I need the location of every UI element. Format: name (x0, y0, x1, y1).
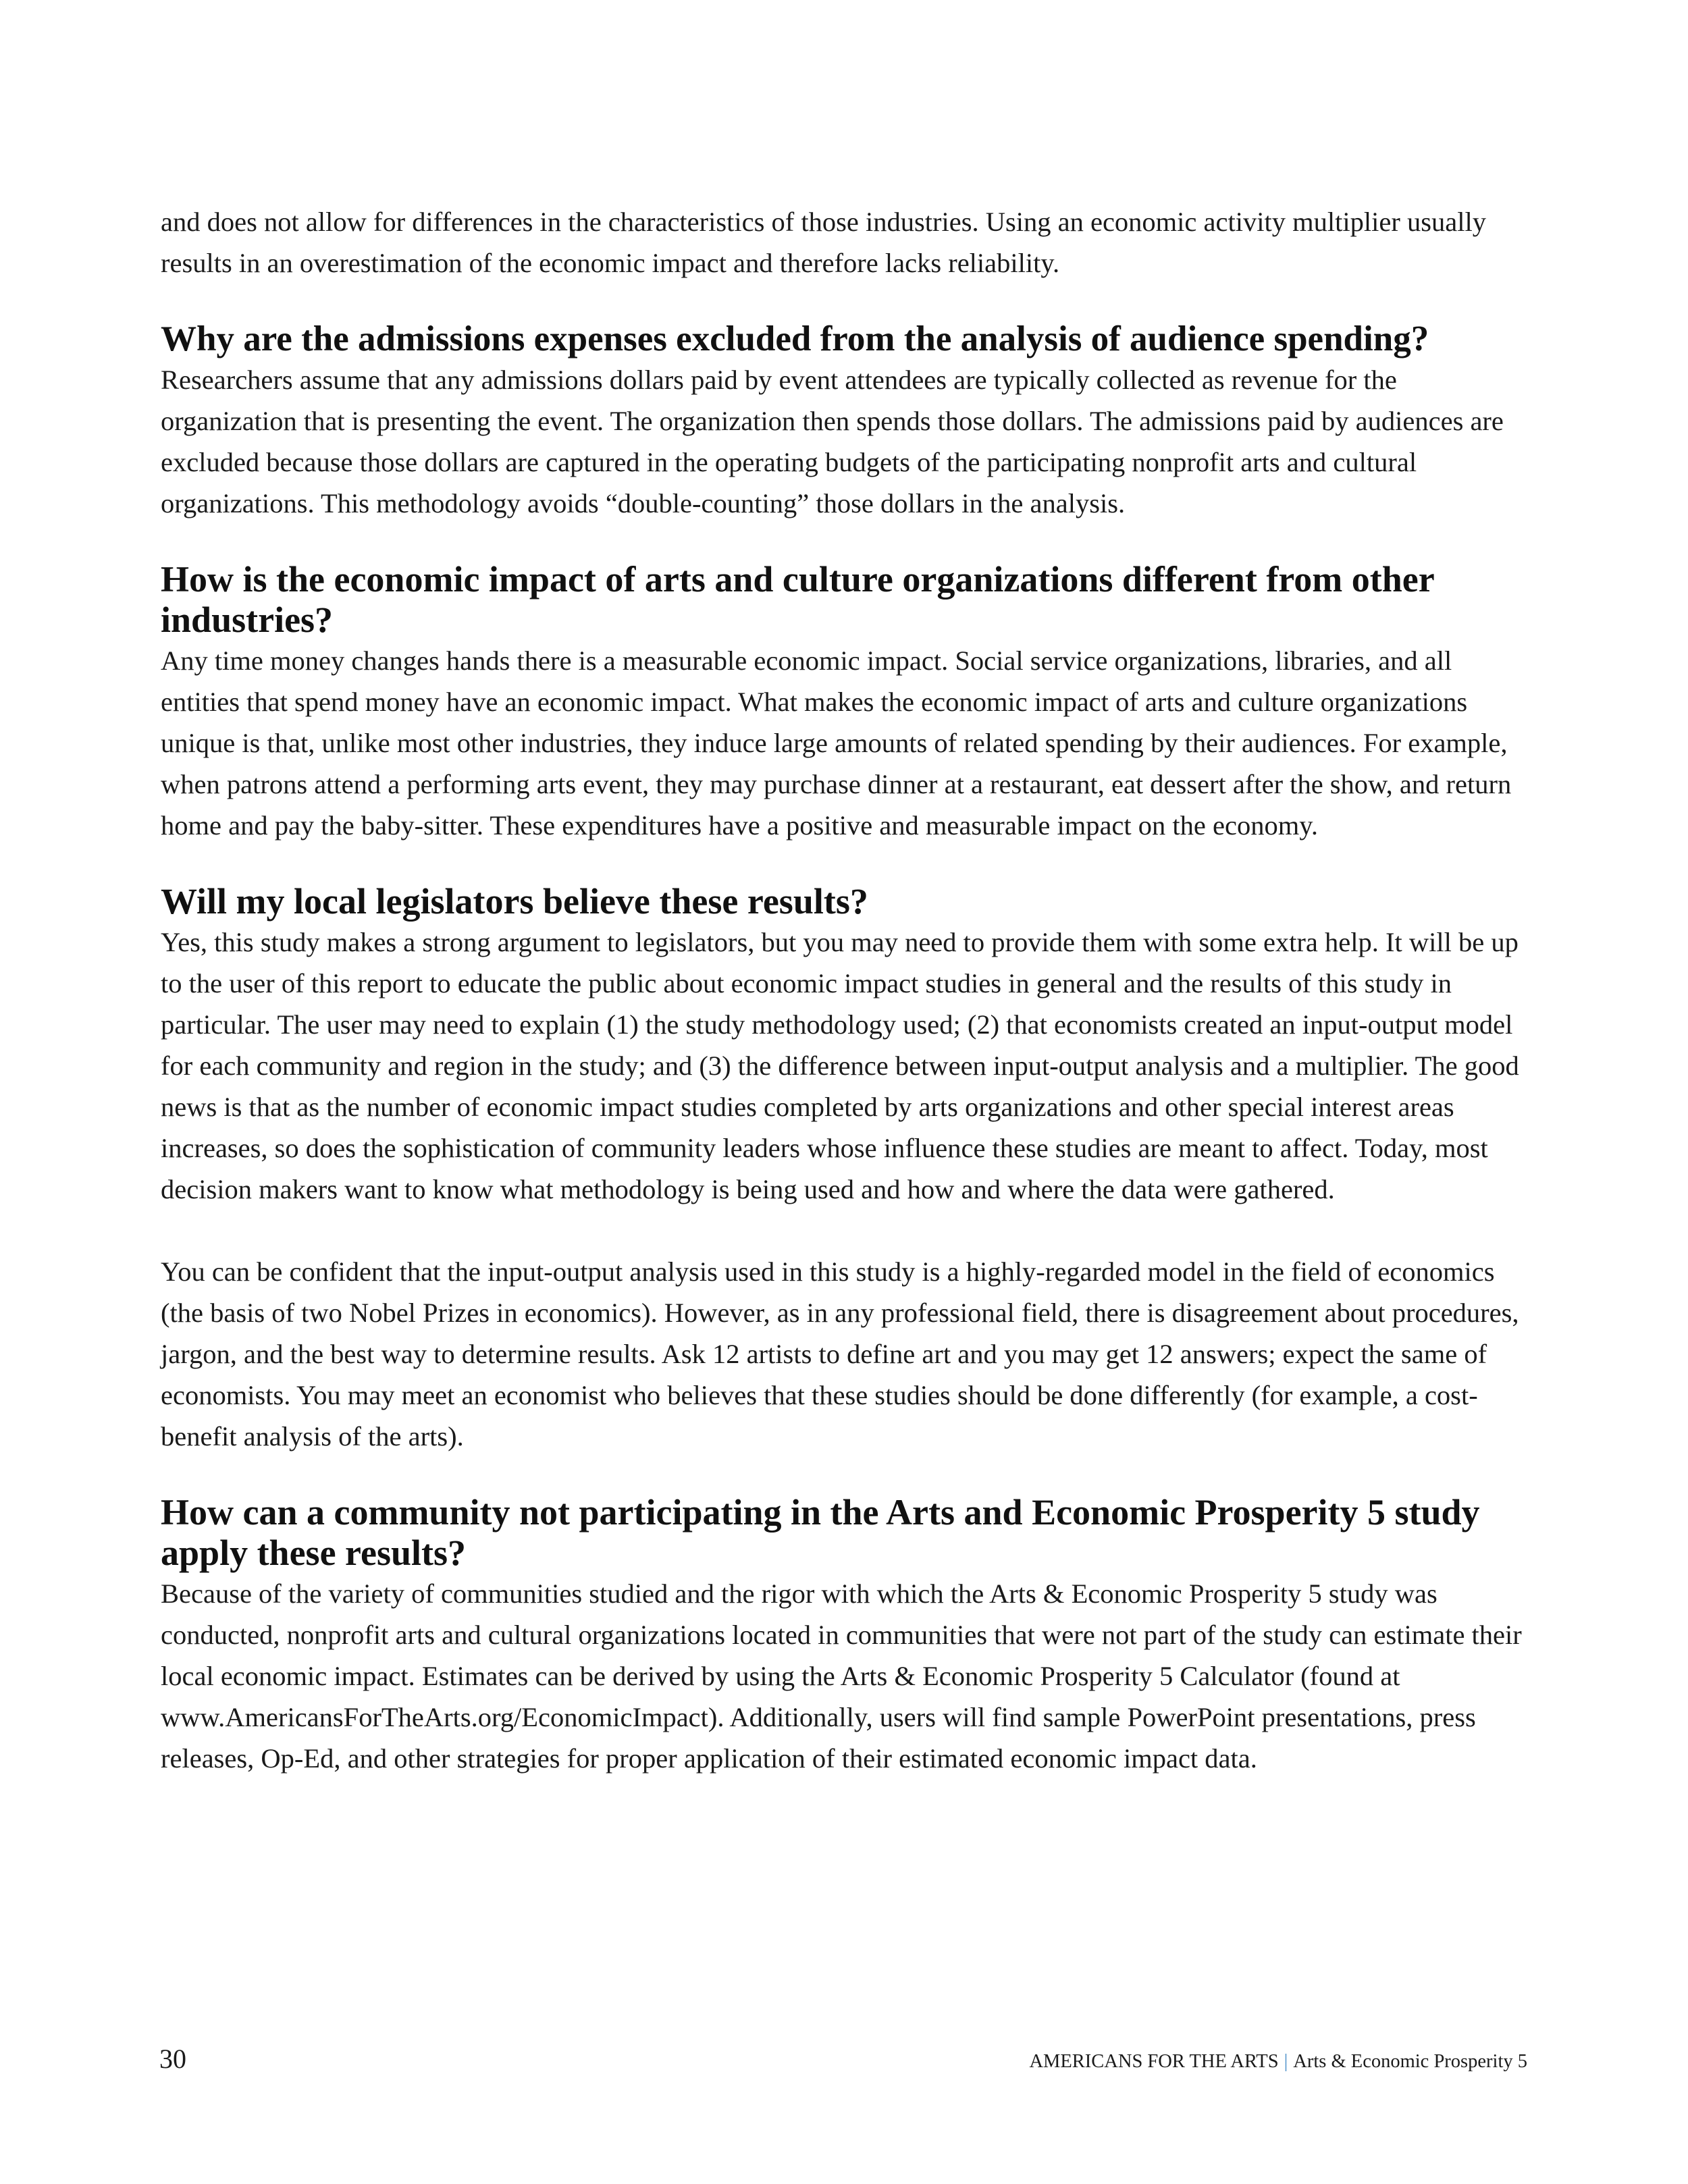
section-heading: How is the economic impact of arts and culture organizations different from other industries? (161, 559, 1434, 640)
page-content (161, 201, 1531, 1779)
footer-publication: Arts & Economic Prosperity 5 (1293, 2051, 1527, 2072)
section-heading: Why are the admissions expenses excluded from the analysis of audience spending? (161, 319, 1429, 358)
faq-section-non-participating (161, 1492, 1531, 1779)
footer-publisher: AMERICANS FOR THE ARTS (1029, 2051, 1279, 2072)
footer-separator: | (1284, 2051, 1288, 2072)
section-paragraph: You can be confident that the input-output analysis used in this study is a highly-regarded model in the field of economics (the basis of two Nobel Prizes in economics). However, as in any professional field, there is disagreement about procedures, jargon, and the best way to determine results. Ask 12 artists to define art and you may get 12 answers; expect the same of economists. You may meet an economist who believes that these studies should be done differently (for example, a cost-benefit analysis of the arts). (161, 1256, 1519, 1451)
faq-section-difference (161, 559, 1531, 846)
intro-paragraph: and does not allow for differences in the characteristics of those industries. Using an economic activity multiplier usually results in an overestimation of the economic impact and therefore lacks reliability. (161, 207, 1486, 278)
section-paragraph: Because of the variety of communities studied and the rigor with which the Arts & Economic Prosperity 5 study was conducted, nonprofit arts and cultural organizations located in communities that were not part of the study can estimate their local economic impact. Estimates can be derived by using the Arts & Economic Prosperity 5 Calculator (found at www.AmericansForTheArts.org/EconomicImpact). Additionally, users will find sample PowerPoint presentations, press releases, Op-Ed, and other strategies for proper application of their estimated economic impact data. (161, 1578, 1522, 1774)
faq-section-admissions (161, 319, 1531, 524)
faq-section-legislators (161, 881, 1531, 1457)
page-number: 30 (159, 2044, 186, 2074)
section-paragraph: Yes, this study makes a strong argument to legislators, but you may need to provide them with some extra help. It will be up to the user of this report to educate the public about economic impact studies in general and the results of this study in particular. The user may need to explain (1) the study methodology used; (2) that economists created an input-output model for each community and region in the study; and (3) the difference between input-output analysis and a multiplier. The good news is that as the number of economic impact studies completed by arts organizations and other special interest areas increases, so does the sophistication of community leaders whose influence these studies are meant to affect. Today, most decision makers want to know what methodology is being used and how and where the data were gathered. (161, 927, 1519, 1204)
running-footer (1029, 2050, 1527, 2074)
section-heading: How can a community not participating in the Arts and Economic Prosperity 5 study apply these results? (161, 1492, 1480, 1573)
section-heading: Will my local legislators believe these results? (161, 881, 868, 922)
section-paragraph: Researchers assume that any admissions dollars paid by event attendees are typically collected as revenue for the organization that is presenting the event. The organization then spends those dollars. The admissions paid by audiences are excluded because those dollars are captured in the operating budgets of the participating nonprofit arts and cultural organizations. This methodology avoids “double-counting” those dollars in the analysis. (161, 365, 1504, 518)
section-paragraph: Any time money changes hands there is a measurable economic impact. Social service organizations, libraries, and all entities that spend money have an economic impact. What makes the economic impact of arts and culture organizations unique is that, unlike most other industries, they induce large amounts of related spending by their audiences. For example, when patrons attend a performing arts event, they may purchase dinner at a restaurant, eat dessert after the show, and return home and pay the baby-sitter. These expenditures have a positive and measurable impact on the economy. (161, 645, 1512, 841)
